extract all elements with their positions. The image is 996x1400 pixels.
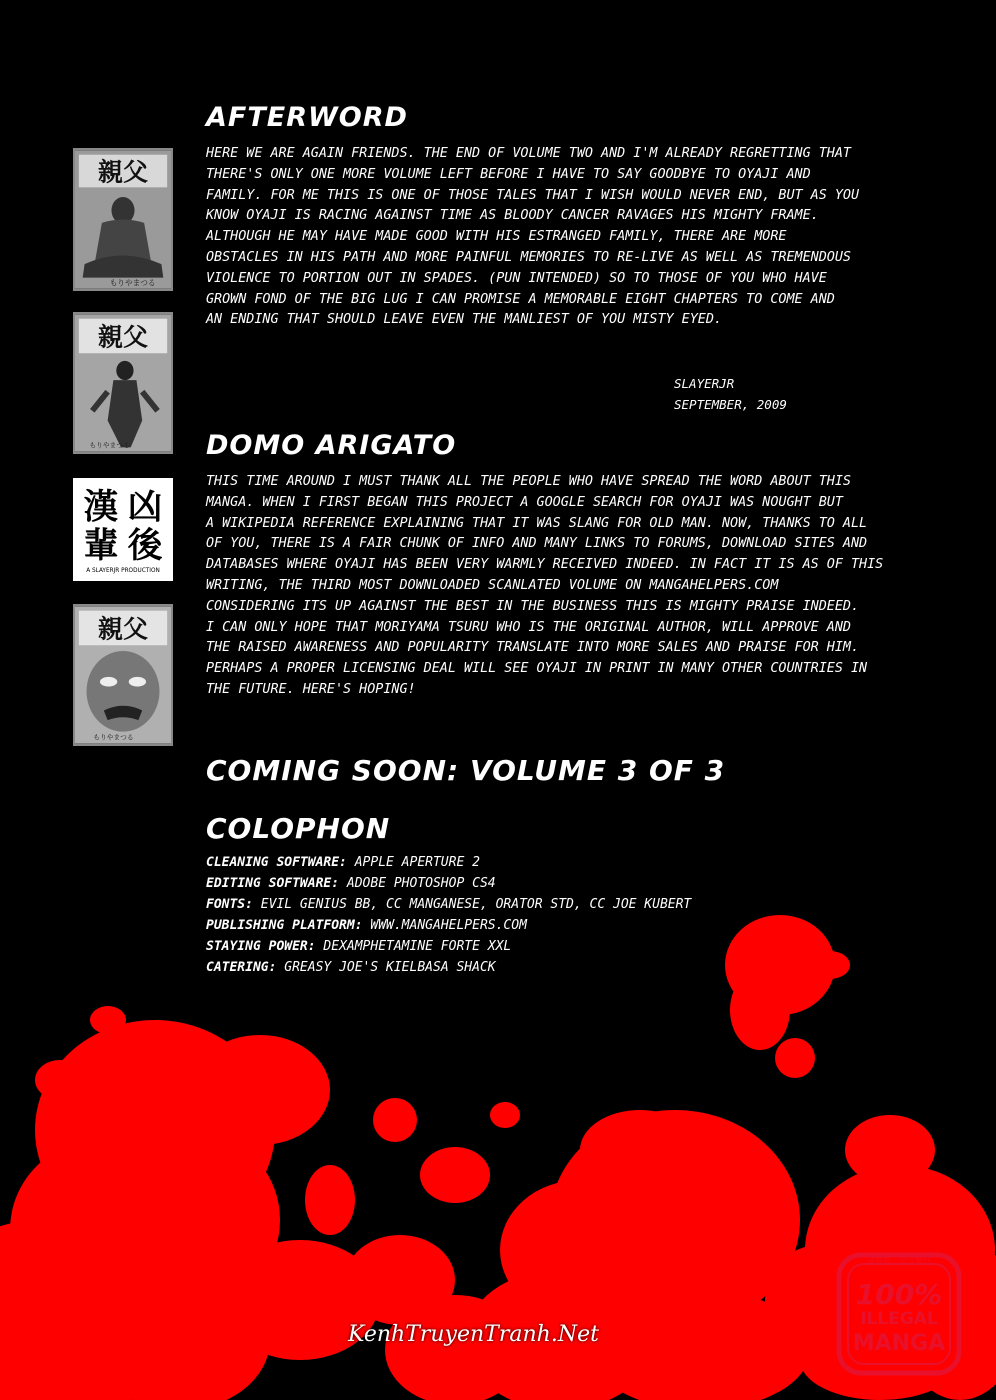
author-mark: もりやまつる <box>89 441 130 450</box>
afterword-body <box>206 144 896 331</box>
domo-arigato-body <box>206 472 896 701</box>
domo-line: OF YOU, THERE IS A FAIR CHUNK OF INFO AND MANY LINKS TO FORUMS, DOWNLOAD SITES AND <box>206 536 868 552</box>
colophon-label: PUBLISHING PLATFORM: <box>206 918 363 933</box>
author-mark: もりやまつる <box>93 733 134 742</box>
cover-title: 親父 <box>98 157 148 187</box>
colophon-row <box>206 894 691 915</box>
colophon-row <box>206 957 691 978</box>
colophon-value: APPLE APERTURE 2 <box>354 855 480 870</box>
signature <box>674 374 787 415</box>
colophon-row <box>206 852 691 873</box>
logo-chars-hidden: 漢凶輩後 <box>113 553 133 559</box>
colophon-label: STAYING POWER: <box>206 939 316 954</box>
stamp-percent: 100% <box>855 1278 943 1311</box>
colophon-row <box>206 936 691 957</box>
colophon-value: GREASY JOE'S KIELBASA SHACK <box>284 960 496 975</box>
colophon-label: FONTS: <box>206 897 253 912</box>
afterword-line: VIOLENCE TO PORTION OUT IN SPADES. (PUN INTENDED) SO TO THOSE OF YOU WHO HAVE <box>206 270 827 286</box>
domo-line: THE RAISED AWARENESS AND POPULARITY TRANSLATE INTO MORE SALES AND PRAISE FOR HIM. <box>206 640 860 656</box>
colophon-list <box>206 852 691 978</box>
domo-line: WRITING, THE THIRD MOST DOWNLOADED SCANLATED VOLUME ON MANGAHELPERS.COM <box>206 577 779 593</box>
colophon-value: WWW.MANGAHELPERS.COM <box>370 918 527 933</box>
illegal-manga-stamp <box>836 1252 962 1376</box>
colophon-label: EDITING SOFTWARE: <box>206 876 340 891</box>
logo-caption: A SLAYERJR PRODUCTION <box>86 568 160 575</box>
domo-line: PERHAPS A PROPER LICENSING DEAL WILL SEE OYAJI IN PRINT IN MANY OTHER COUNTRIES IN <box>206 661 868 677</box>
svg-text:輩: 輩 <box>83 525 119 566</box>
domo-line: THE FUTURE. HERE'S HOPING! <box>206 681 416 697</box>
cover-title: 親父 <box>98 614 148 644</box>
afterword-line: FAMILY. FOR ME THIS IS ONE OF THOSE TALES THAT I WISH WOULD NEVER END, BUT AS YOU <box>206 187 860 203</box>
colophon-heading: COLOPHON <box>206 812 391 845</box>
cover-art-face-closeup <box>75 606 171 744</box>
colophon-value: ADOBE PHOTOSHOP CS4 <box>346 876 496 891</box>
author-mark: もりやまつる <box>109 278 156 288</box>
colophon-label: CLEANING SOFTWARE: <box>206 855 347 870</box>
coming-soon-heading: COMING SOON: VOLUME 3 OF 3 <box>206 754 726 787</box>
colophon-row <box>206 915 691 936</box>
colophon-label: CATERING: <box>206 960 277 975</box>
domo-line: DATABASES WHERE OYAJI HAS BEEN VERY WARMLY RECEIVED INDEED. IN FACT IT IS AS OF THIS <box>206 557 884 573</box>
cover-title: 親父 <box>98 322 148 352</box>
afterword-line: KNOW OYAJI IS RACING AGAINST TIME AS BLOODY CANCER RAVAGES HIS MIGHTY FRAME. <box>206 208 819 224</box>
colophon-value: EVIL GENIUS BB, CC MANGANESE, ORATOR STD, CC JOE KUBERT <box>260 897 692 912</box>
site-watermark: KenhTruyenTranh.Net <box>348 1322 599 1347</box>
cover-art-seated-figure <box>75 150 171 289</box>
domo-line: I CAN ONLY HOPE THAT MORIYAMA TSURU WHO IS THE ORIGINAL AUTHOR, WILL APPROVE AND <box>206 619 851 635</box>
domo-line: THIS TIME AROUND I MUST THANK ALL THE PEOPLE WHO HAVE SPREAD THE WORD ABOUT THIS <box>206 474 851 489</box>
volume-1-cover <box>73 148 173 291</box>
svg-text:凶: 凶 <box>127 487 163 528</box>
afterword-line: AN ENDING THAT SHOULD LEAVE EVEN THE MANLIEST OF YOU MISTY EYED. <box>206 312 722 328</box>
afterword-line: GROWN FOND OF THE BIG LUG I CAN PROMISE A MEMORABLE EIGHT CHAPTERS TO COME AND <box>206 291 835 307</box>
afterword-line: OBSTACLES IN HIS PATH AND MORE PAINFUL MEMORIES TO RE-LIVE AS WELL AS TREMENDOUS <box>206 249 851 265</box>
afterword-line: THERE'S ONLY ONE MORE VOLUME LEFT BEFORE I HAVE TO SAY GOODBYE TO OYAJI AND <box>206 166 811 182</box>
stamp-manga: MANGA <box>852 1331 946 1356</box>
stamp-illegal: ILLEGAL <box>860 1309 938 1329</box>
slayerjr-logo <box>73 478 173 581</box>
afterword-line: ALTHOUGH HE MAY HAVE MADE GOOD WITH HIS ESTRANGED FAMILY, THERE ARE MORE <box>206 229 787 245</box>
domo-arigato-heading: DOMO ARIGATO <box>206 430 457 461</box>
stamp-ring-text: 品質第一公式発行 <box>867 1256 931 1265</box>
kanji-logo <box>75 480 171 579</box>
signature-date: SEPTEMBER, 2009 <box>674 396 787 412</box>
svg-text:漢: 漢 <box>83 487 119 528</box>
afterword-heading: AFTERWORD <box>206 102 408 133</box>
volume-3-cover <box>73 604 173 746</box>
domo-line: CONSIDERING ITS UP AGAINST THE BEST IN THE BUSINESS THIS IS MIGHTY PRAISE INDEED. <box>206 598 860 614</box>
svg-text:後: 後 <box>127 525 163 566</box>
volume-2-cover <box>73 312 173 454</box>
afterword-line: HERE WE ARE AGAIN FRIENDS. THE END OF VOLUME TWO AND I'M ALREADY REGRETTING THAT <box>206 146 851 161</box>
domo-line: A WIKIPEDIA REFERENCE EXPLAINING THAT IT WAS SLANG FOR OLD MAN. NOW, THANKS TO ALL <box>206 515 868 531</box>
colophon-row <box>206 873 691 894</box>
signature-name: SLAYERJR <box>674 376 735 391</box>
cover-art-standing-figure <box>75 314 171 452</box>
domo-line: MANGA. WHEN I FIRST BEGAN THIS PROJECT A GOOGLE SEARCH FOR OYAJI WAS NOUGHT BUT <box>206 494 843 510</box>
colophon-value: DEXAMPHETAMINE FORTE XXL <box>323 939 512 954</box>
